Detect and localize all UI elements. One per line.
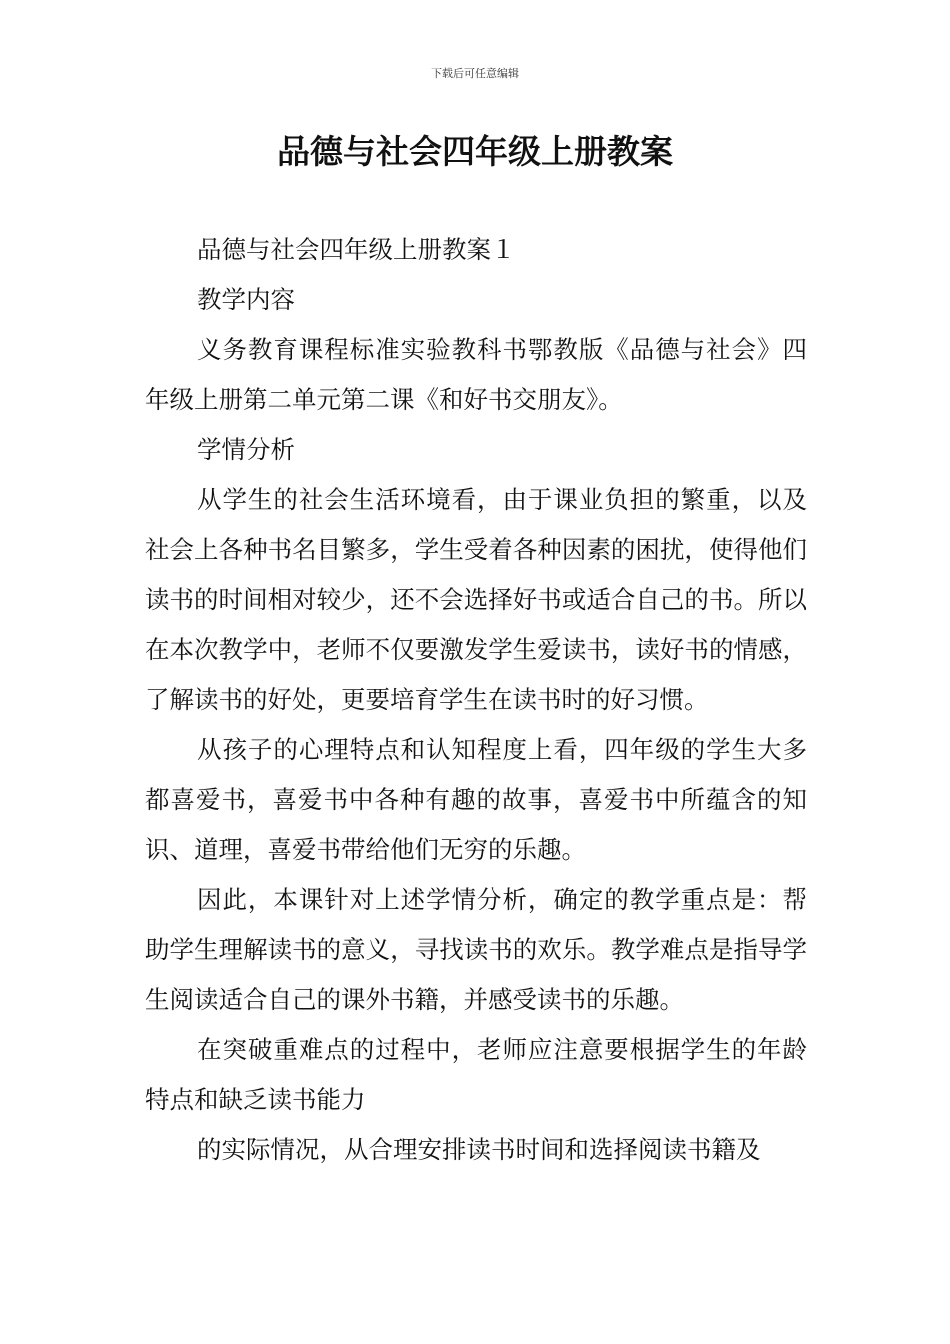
paragraph-social-environment: 从学生的社会生活环境看，由于课业负担的繁重，以及社会上各种书名目繁多，学生受着各种因素的困扰，使得他们读书的时间相对较少，还不会选择好书或适合自己的书。所以在本次教学中，老师不仅要激发学生爱读书，读好书的情感，了解读书的好处，更要培育学生在读书时的好习惯。 (145, 485, 807, 714)
paragraph-breakthrough: 在突破重难点的过程中，老师应注意要根据学生的年龄特点和缺乏读书能力 (145, 1035, 807, 1114)
section-heading-learning-analysis: 学情分析 (197, 435, 295, 464)
paragraph-teaching-content: 义务教育课程标准实验教科书鄂教版《品德与社会》四年级上册第二单元第二课《和好书交朋友》。 (145, 335, 807, 414)
paragraph-continuation: 的实际情况，从合理安排读书时间和选择阅读书籍及 (197, 1135, 761, 1164)
section-heading-teaching-content: 教学内容 (197, 285, 295, 314)
paragraph-psychology: 从孩子的心理特点和认知程度上看，四年级的学生大多都喜爱书，喜爱书中各种有趣的故事，喜爱书中所蕴含的知识、道理，喜爱书带给他们无穷的乐趣。 (145, 735, 807, 864)
document-body (145, 225, 807, 1175)
document-title: 品德与社会四年级上册教案 (277, 132, 673, 171)
subtitle-paragraph: 品德与社会四年级上册教案１ (197, 235, 516, 264)
paragraph-key-points: 因此，本课针对上述学情分析，确定的教学重点是：帮助学生理解读书的意义，寻找读书的欢乐。教学难点是指导学生阅读适合自己的课外书籍，并感受读书的乐趣。 (145, 885, 807, 1014)
header-note: 下载后可任意编辑 (431, 67, 519, 80)
